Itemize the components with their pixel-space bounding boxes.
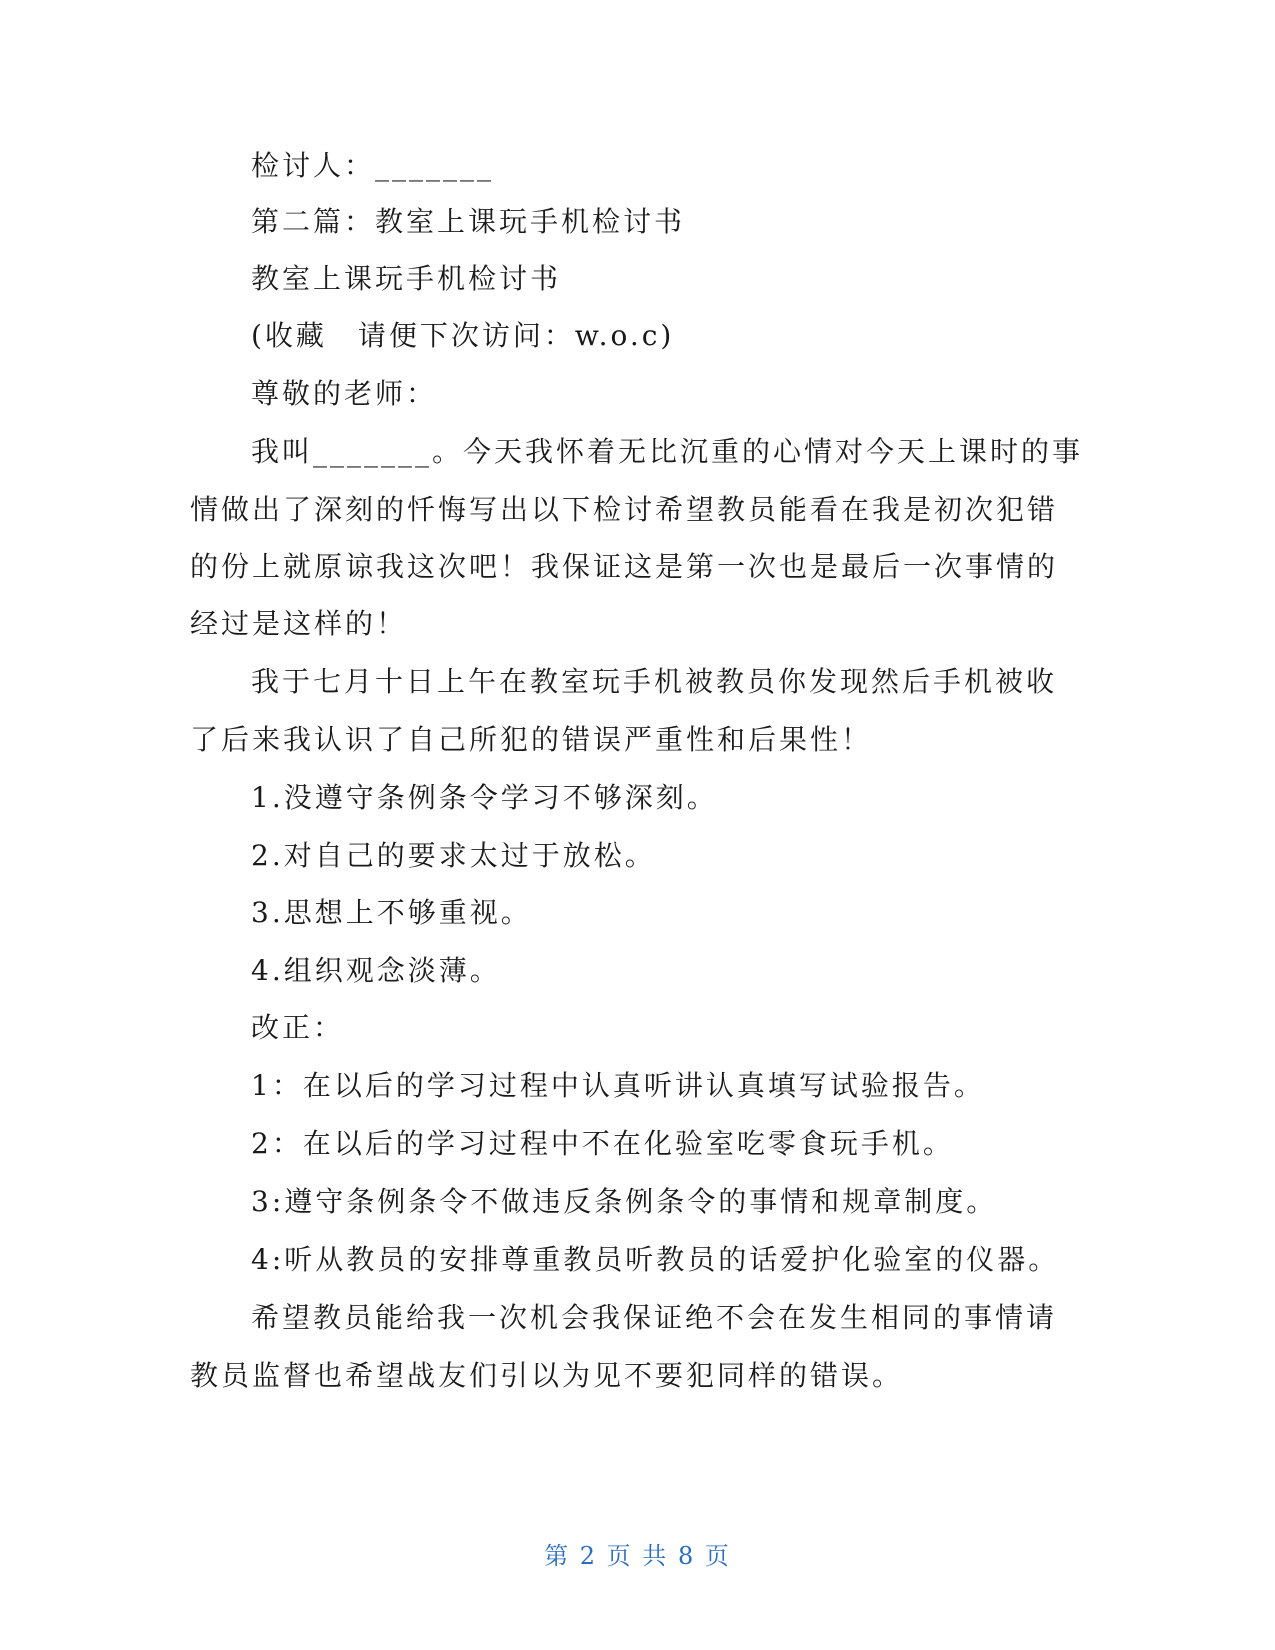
correction-item: 3:遵守条例条令不做违反条例条令的事情和规章制度。 [251,1185,998,1218]
correction-item: 4:听从教员的安排尊重教员听教员的话爱护化验室的仪器。 [251,1243,1060,1276]
correction-item: 2：在以后的学习过程中不在化验室吃零食玩手机。 [251,1127,954,1160]
paragraph-line: 的份上就原谅我这次吧！我保证这是第一次也是最后一次事情的 [190,550,1059,583]
correction-label: 改正： [251,1011,345,1044]
paragraph-line: 我叫_______。今天我怀着无比沉重的心情对今天上课时的事 [251,435,1084,468]
paragraph-line: 了后来我认识了自己所犯的错误严重性和后果性！ [190,723,873,756]
closing-line: 教员监督也希望战友们引以为见不要犯同样的错误。 [190,1359,904,1392]
paragraph-line: 我于七月十日上午在教室玩手机被教员你发现然后手机被收 [251,665,1058,698]
closing-line: 希望教员能给我一次机会我保证绝不会在发生相同的事情请 [251,1301,1058,1334]
fault-item: 1.没遵守条例条令学习不够深刻。 [251,781,718,814]
fault-item: 4.组织观念淡薄。 [251,954,501,987]
page-indicator: 第 2 页 共 8 页 [544,1542,731,1570]
fault-item: 3.思想上不够重视。 [251,896,532,929]
paragraph-line: 情做出了深刻的忏悔写出以下检讨希望教员能看在我是初次犯错 [190,493,1059,526]
salutation: 尊敬的老师： [251,377,438,410]
reviewer-line: 检讨人：_______ [251,149,495,182]
correction-item: 1：在以后的学习过程中认真听讲认真填写试验报告。 [251,1069,985,1102]
paragraph-line: 经过是这样的！ [190,607,408,640]
bookmark-note: (收藏 请便下次访问：w.o.c) [251,319,675,352]
section-title: 第二篇：教室上课玩手机检讨书 [251,205,686,238]
fault-item: 2.对自己的要求太过于放松。 [251,839,656,872]
document-heading: 教室上课玩手机检讨书 [251,262,562,295]
